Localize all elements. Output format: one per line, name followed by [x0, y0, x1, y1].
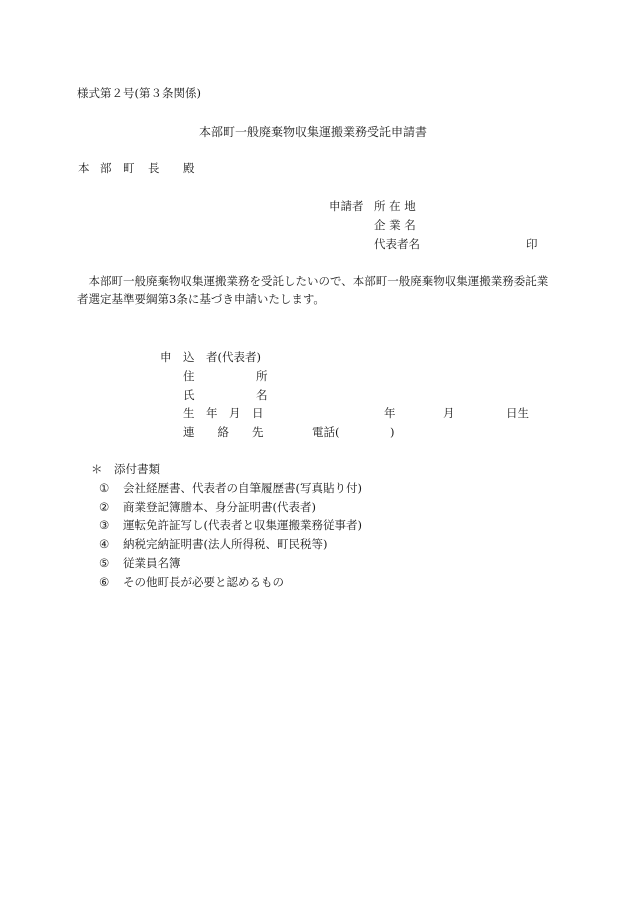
list-item-number: ⑤ [99, 556, 110, 570]
list-item-number: ③ [99, 518, 110, 532]
body-paragraph: 本部町一般廃棄物収集運搬業務を受託したいので、本部町一般廃棄物収集運搬業務委託業者選定基準要綱第3条に基づき申請いたします。 [77, 274, 549, 306]
addressee-honorific: 殿 [183, 161, 195, 175]
form-number: 様式第２号(第３条関係) [77, 86, 201, 100]
list-item-text: 納税完納証明書(法人所得税、町民税等) [123, 537, 328, 551]
list-item-text: その他町長が必要と認めるもの [123, 575, 284, 589]
list-item-number: ⑥ [99, 575, 110, 589]
details-birth-year: 年 [384, 406, 396, 420]
list-item-text: 従業員名簿 [123, 556, 181, 570]
addressee-char-3: 町 [123, 161, 135, 175]
list-item-text: 商業登記簿謄本、身分証明書(代表者) [123, 500, 316, 514]
details-header: 申 込 者(代表者) [160, 350, 261, 364]
applicant-label: 申請者 [329, 199, 364, 213]
details-birth-month: 月 [443, 406, 455, 420]
addressee-char-2: 部 [100, 161, 112, 175]
addressee-char-4: 長 [148, 161, 160, 175]
details-address-label-b: 所 [256, 369, 268, 383]
details-contact-label: 連 絡 先 [183, 425, 264, 439]
applicant-address-label: 所 在 地 [374, 199, 416, 213]
list-item-number: ② [99, 500, 110, 514]
applicant-company-label: 企 業 名 [374, 218, 416, 232]
seal-mark: 印 [526, 237, 538, 251]
details-phone-close: ) [390, 425, 395, 439]
list-item-text: 運転免許証写し(代表者と収集運搬業務従事者) [123, 518, 362, 532]
applicant-representative-label: 代表者名 [374, 237, 420, 251]
list-item-text: 会社経歴書、代表者の自筆履歴書(写真貼り付) [123, 481, 362, 495]
addressee-char-1: 本 [78, 161, 90, 175]
details-birthdate-label: 生 年 月 日 [183, 406, 264, 420]
document-title: 本部町一般廃棄物収集運搬業務受託申請書 [199, 125, 428, 139]
details-address-label-a: 住 [183, 369, 195, 383]
details-phone-label: 電話( [312, 425, 340, 439]
details-birth-day: 日生 [506, 406, 529, 420]
attachments-mark: ＊ [91, 462, 103, 476]
attachments-heading: 添付書類 [114, 462, 160, 476]
list-item-number: ① [99, 481, 110, 495]
list-item-number: ④ [99, 537, 110, 551]
details-name-label-b: 名 [256, 388, 268, 402]
details-name-label-a: 氏 [183, 388, 195, 402]
